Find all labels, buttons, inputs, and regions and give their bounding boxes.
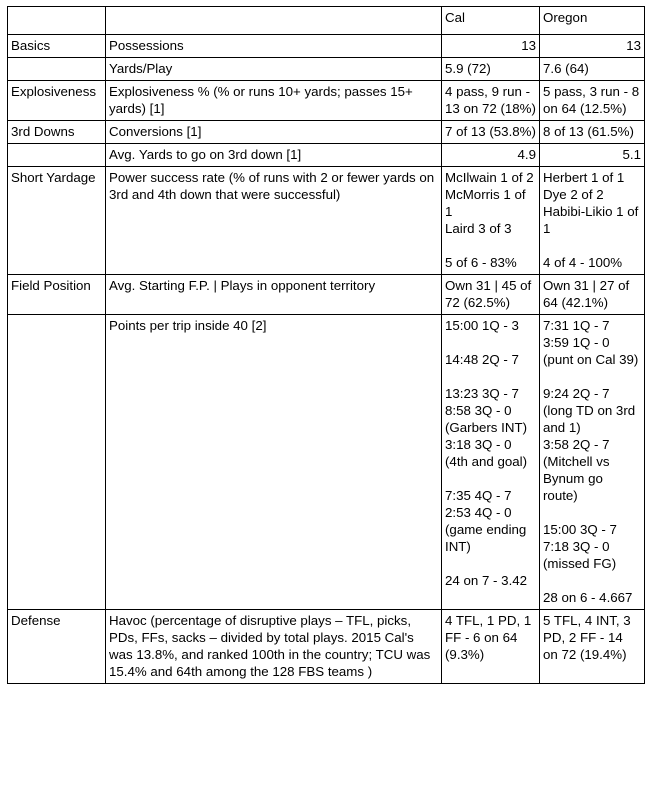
- category-cell: Short Yardage: [8, 167, 106, 275]
- category-cell: Basics: [8, 35, 106, 58]
- category-cell: [8, 315, 106, 610]
- table-row: [8, 58, 645, 81]
- table-row: [8, 167, 645, 275]
- header-cell-empty: [8, 7, 106, 35]
- header-row: [8, 7, 645, 35]
- cal-value: 4 TFL, 1 PD, 1 FF - 6 on 64 (9.3%): [442, 610, 540, 684]
- stats-table: [7, 6, 645, 684]
- cal-value: McIlwain 1 of 2 McMorris 1 of 1 Laird 3 of 3 5 of 6 - 83%: [442, 167, 540, 275]
- cal-value: 4.9: [442, 144, 540, 167]
- table-row: [8, 144, 645, 167]
- cal-value: 13: [442, 35, 540, 58]
- category-cell: Explosiveness: [8, 81, 106, 121]
- metric-cell: Yards/Play: [106, 58, 442, 81]
- oregon-value: 5.1: [540, 144, 645, 167]
- cal-value: 15:00 1Q - 3 14:48 2Q - 7 13:23 3Q - 7 8:58 3Q - 0 (Garbers INT) 3:18 3Q - 0 (4th and goal) 7:35 4Q - 7 2:53 4Q - 0 (game ending INT) 24 on 7 - 3.42: [442, 315, 540, 610]
- metric-cell: Avg. Starting F.P. | Plays in opponent territory: [106, 275, 442, 315]
- metric-cell: Power success rate (% of runs with 2 or fewer yards on 3rd and 4th down that were successful): [106, 167, 442, 275]
- table-row: [8, 315, 645, 610]
- header-oregon: Oregon: [540, 7, 645, 35]
- metric-cell: Points per trip inside 40 [2]: [106, 315, 442, 610]
- category-cell: Defense: [8, 610, 106, 684]
- oregon-value: 5 TFL, 4 INT, 3 PD, 2 FF - 14 on 72 (19.4%): [540, 610, 645, 684]
- cal-value: 4 pass, 9 run - 13 on 72 (18%): [442, 81, 540, 121]
- header-cell-empty: [106, 7, 442, 35]
- table-row: [8, 121, 645, 144]
- oregon-value: 7:31 1Q - 7 3:59 1Q - 0 (punt on Cal 39) 9:24 2Q - 7 (long TD on 3rd and 1) 3:58 2Q - 7 (Mitchell vs Bynum go route) 15:00 3Q - 7 7:18 3Q - 0 (missed FG) 28 on 6 - 4.667: [540, 315, 645, 610]
- oregon-value: 5 pass, 3 run - 8 on 64 (12.5%): [540, 81, 645, 121]
- oregon-value: 8 of 13 (61.5%): [540, 121, 645, 144]
- oregon-value: 13: [540, 35, 645, 58]
- metric-cell: Avg. Yards to go on 3rd down [1]: [106, 144, 442, 167]
- category-cell: 3rd Downs: [8, 121, 106, 144]
- oregon-value: Herbert 1 of 1 Dye 2 of 2 Habibi-Likio 1 of 1 4 of 4 - 100%: [540, 167, 645, 275]
- oregon-value: Own 31 | 27 of 64 (42.1%): [540, 275, 645, 315]
- cal-value: Own 31 | 45 of 72 (62.5%): [442, 275, 540, 315]
- metric-cell: Conversions [1]: [106, 121, 442, 144]
- table-row: [8, 81, 645, 121]
- metric-cell: Possessions: [106, 35, 442, 58]
- metric-cell: Explosiveness % (% or runs 10+ yards; passes 15+ yards) [1]: [106, 81, 442, 121]
- table-row: [8, 610, 645, 684]
- category-cell: [8, 58, 106, 81]
- cal-value: 5.9 (72): [442, 58, 540, 81]
- cal-value: 7 of 13 (53.8%): [442, 121, 540, 144]
- category-cell: Field Position: [8, 275, 106, 315]
- oregon-value: 7.6 (64): [540, 58, 645, 81]
- table-row: [8, 275, 645, 315]
- header-cal: Cal: [442, 7, 540, 35]
- metric-cell: Havoc (percentage of disruptive plays – TFL, picks, PDs, FFs, sacks – divided by total plays. 2015 Cal's was 13.8%, and ranked 100th in the country; TCU was 15.4% and 64th among the 128 FBS teams ): [106, 610, 442, 684]
- table-row: [8, 35, 645, 58]
- category-cell: [8, 144, 106, 167]
